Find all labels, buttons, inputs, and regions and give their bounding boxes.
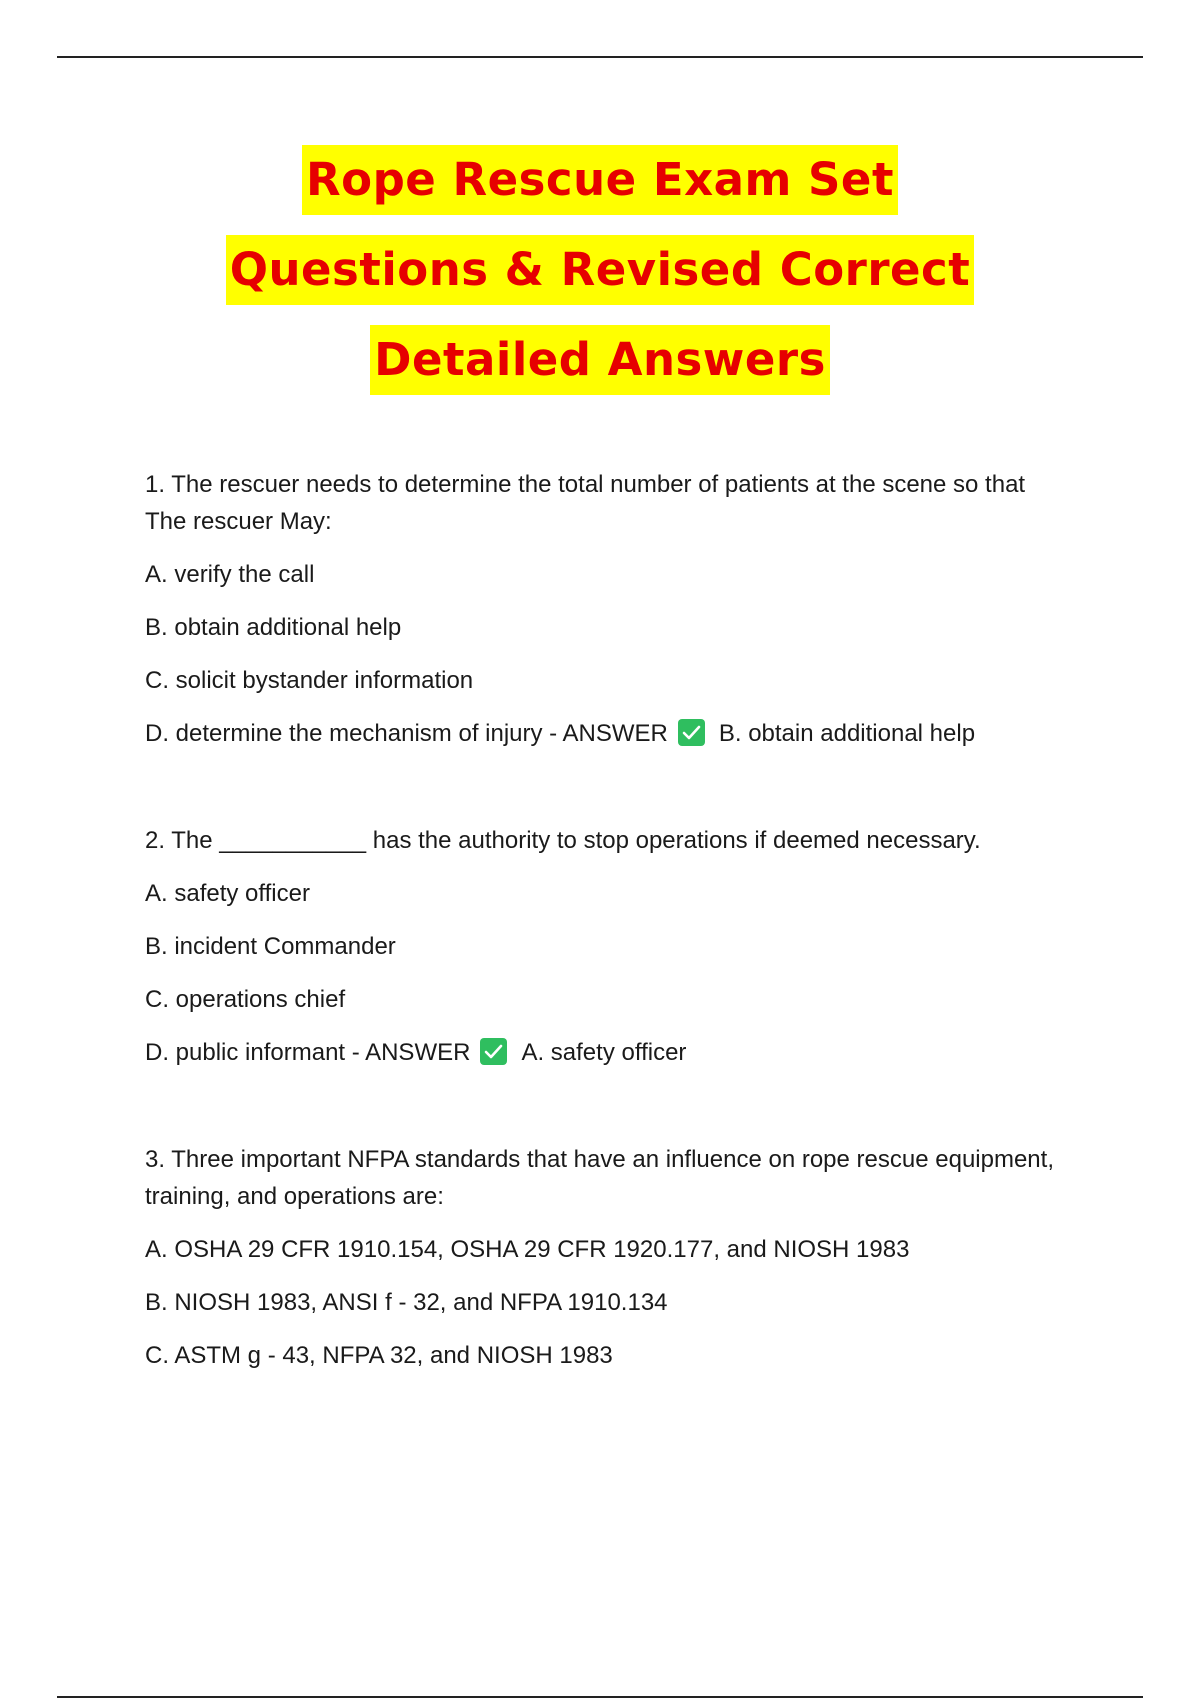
title-text-2: Questions & Revised Correct xyxy=(226,235,975,305)
question-block-2 xyxy=(145,822,1065,1071)
option-d-with-answer xyxy=(145,1034,1065,1071)
question-block-1 xyxy=(145,466,1065,752)
question-text: 1. The rescuer needs to determine the total number of patients at the scene so that The rescuer May: xyxy=(145,471,1026,535)
check-mark-icon xyxy=(678,719,705,746)
title-line-2 xyxy=(0,235,1200,325)
bottom-rule xyxy=(57,1696,1143,1698)
title-line-3 xyxy=(0,325,1200,415)
question-block-3 xyxy=(145,1141,1065,1374)
option-c: C. solicit bystander information xyxy=(145,667,474,694)
option-c: C. operations chief xyxy=(145,986,346,1013)
question-text: 2. The ___________ has the authority to stop operations if deemed necessary. xyxy=(145,827,981,854)
option-a: A. OSHA 29 CFR 1910.154, OSHA 29 CFR 1920.177, and NIOSH 1983 xyxy=(145,1236,910,1263)
option-d: D. public informant - ANSWER xyxy=(145,1039,471,1066)
option-b: B. NIOSH 1983, ANSI f - 32, and NFPA 1910.134 xyxy=(145,1289,668,1316)
answer-text: B. obtain additional help xyxy=(718,720,976,747)
option-c: C. ASTM g - 43, NFPA 32, and NIOSH 1983 xyxy=(145,1342,613,1369)
option-a: A. verify the call xyxy=(145,561,315,588)
answer-text: A. safety officer xyxy=(521,1039,687,1066)
option-d: D. determine the mechanism of injury - ANSWER xyxy=(145,720,668,747)
exam-content xyxy=(145,466,1065,1444)
option-a: A. safety officer xyxy=(145,880,310,907)
option-b: B. incident Commander xyxy=(145,933,396,960)
title-line-1 xyxy=(0,145,1200,235)
check-mark-icon xyxy=(480,1038,507,1065)
title-text-3: Detailed Answers xyxy=(370,325,830,395)
title-text-1: Rope Rescue Exam Set xyxy=(302,145,898,215)
top-rule xyxy=(57,56,1143,58)
option-d-with-answer xyxy=(145,715,1065,752)
option-b: B. obtain additional help xyxy=(145,614,402,641)
document-title xyxy=(0,145,1200,415)
question-text: 3. Three important NFPA standards that have an influence on rope rescue equipment, training, and operations are: xyxy=(145,1146,1054,1210)
